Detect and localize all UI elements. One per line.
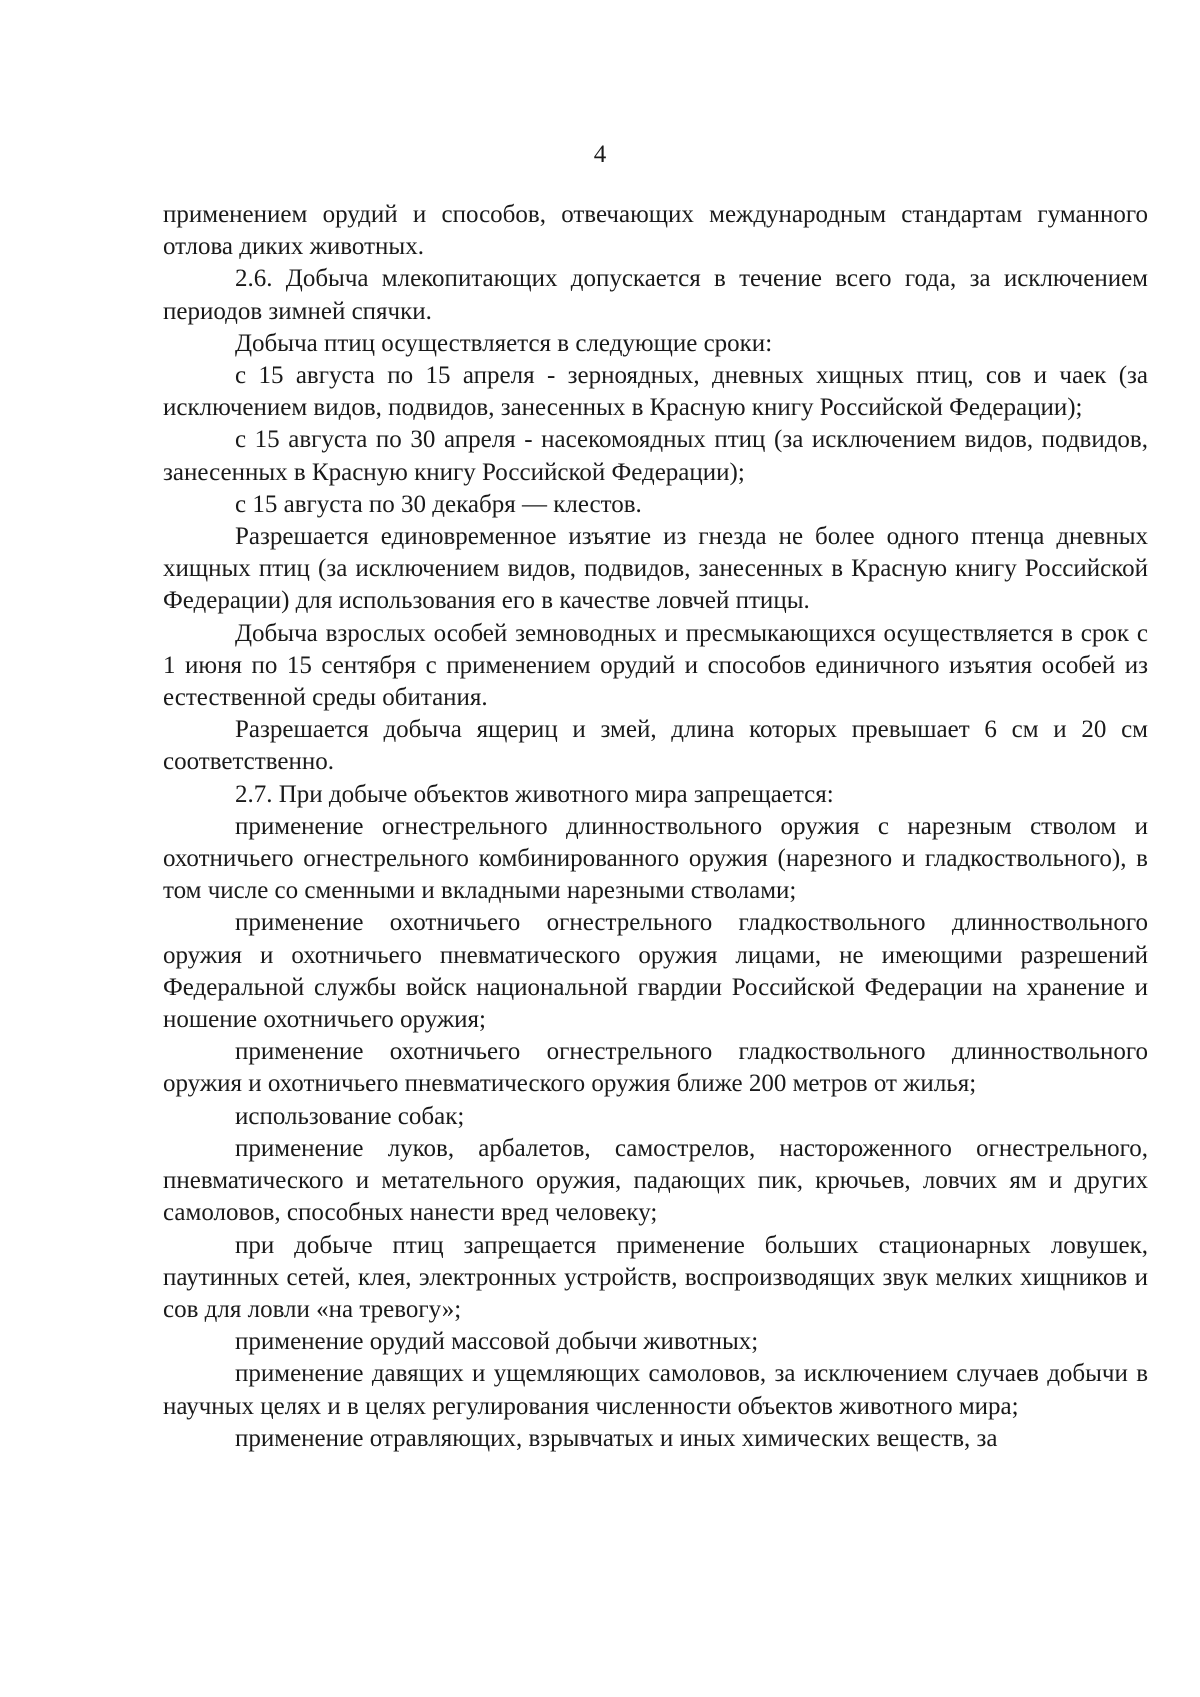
paragraph-amphibians: Добыча взрослых особей земноводных и пресмыкающихся осуществляется в срок с 1 июня по 15 сентября с применением орудий и способов единичного изъятия особей из естественной среды обитания. [163,619,1148,712]
paragraph-chemicals: применение отравляющих, взрывчатых и иных химических веществ, за [235,1424,998,1452]
paragraph-nest-removal: Разрешается единовременное изъятие из гнезда не более одного птенца дневных хищных птиц (за исключением видов, подвидов, занесенных в Красную книгу Российской Федерации) для использования его в качестве ловчей птицы. [163,523,1148,615]
paragraph-lizards-snakes: Разрешается добыча ящериц и змей, длина которых превышает 6 см и 20 см соответственно. [163,716,1148,776]
paragraph-term-insectivores: с 15 августа по 30 апреля - насекомоядных птиц (за исключением видов, подвидов, занесенных в Красную книгу Российской Федерации); [163,426,1148,486]
paragraph-2-6: 2.6. Добыча млекопитающих допускается в течение всего года, за исключением периодов зимней спячки. [163,265,1148,325]
paragraph-mass-tools: применение орудий массовой добычи животных; [235,1328,759,1356]
paragraph-dogs: использование собак; [235,1102,465,1130]
paragraph-term-granivores: с 15 августа по 15 апреля - зерноядных, дневных хищных птиц, сов и чаек (за исключением видов, подвидов, занесенных в Красную книгу Российской Федерации); [163,362,1148,422]
paragraph-bird-terms-intro: Добыча птиц осуществляется в следующие сроки: [235,329,773,357]
paragraph-bird-traps: при добыче птиц запрещается применение больших стационарных ловушек, паутинных сетей, клея, электронных устройств, воспроизводящих звук мелких хищников и сов для ловли «на тревогу»; [163,1231,1148,1323]
paragraph-term-crossbills: с 15 августа по 30 декабря — клестов. [235,490,642,518]
paragraph-continuation: применением орудий и способов, отвечающих международным стандартам гуманного отлова диких животных. [163,201,1148,261]
paragraph-bows-traps: применение луков, арбалетов, самострелов, настороженного огнестрельного, пневматического и метательного оружия, падающих пик, крючьев, ловчих ям и других самоловов, способных нанести вред человеку; [163,1134,1148,1227]
paragraph-smoothbore-distance: применение охотничьего огнестрельного гладкоствольного длинноствольного оружия и охотничьего пневматического оружия ближе 200 метров от жилья; [163,1038,1148,1098]
paragraph-2-7: 2.7. При добыче объектов животного мира запрещается: [235,780,834,808]
document-body [163,199,1148,1455]
paragraph-rifled-weapons: применение огнестрельного длинноствольного оружия с нарезным стволом и охотничьего огнестрельного комбинированного оружия (нарезного и гладкоствольного), в том числе со сменными и вкладными нарезными стволами; [163,812,1148,905]
page-number: 4 [593,141,607,168]
paragraph-smoothbore-permits: применение охотничьего огнестрельного гладкоствольного длинноствольного оружия и охотничьего пневматического оружия лицами, не имеющими разрешений Федеральной службы войск национальной гвардии Российской Федерации на хранение и ношение охотничьего оружия; [163,909,1148,1034]
paragraph-crushing-traps: применение давящих и ущемляющих самоловов, за исключением случаев добычи в научных целях и в целях регулирования численности объектов животного мира; [163,1360,1148,1420]
